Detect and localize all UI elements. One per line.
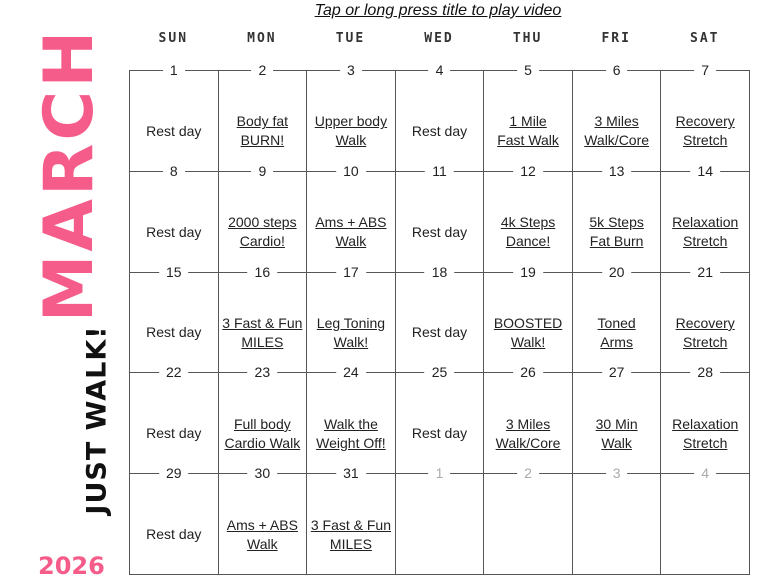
calendar-day-cell [396, 162, 485, 272]
calendar-day-cell [130, 62, 219, 171]
calendar-day-cell [396, 263, 485, 373]
day-number: 9 [251, 162, 273, 180]
calendar-day-cell [130, 465, 219, 574]
day-number: 10 [336, 162, 366, 180]
calendar-day-cell[interactable] [661, 364, 750, 473]
calendar-day-cell[interactable] [484, 364, 573, 473]
day-number: 22 [159, 363, 189, 381]
weekday-mon: MON [247, 31, 277, 46]
day-number: 5 [517, 61, 539, 79]
calendar-day-cell [396, 364, 485, 473]
calendar-day-cell [130, 364, 219, 473]
calendar-day-cell[interactable] [573, 62, 662, 171]
day-number: 3 [340, 61, 362, 79]
workout-video-link[interactable]: Ams + ABS Walk [315, 214, 387, 250]
calendar-day-cell[interactable] [307, 465, 396, 574]
workout-video-link[interactable]: Relaxation Stretch [672, 214, 739, 250]
calendar-day-cell[interactable] [484, 62, 573, 171]
rest-day-label: Rest day [146, 425, 202, 442]
day-number: 30 [248, 464, 278, 482]
day-number: 24 [336, 363, 366, 381]
rest-day-label: Rest day [411, 425, 468, 442]
calendar-day-cell[interactable] [484, 263, 573, 373]
weekday-thu: THU [512, 31, 543, 46]
day-number: 15 [159, 263, 189, 281]
weekday-fri: FRI [601, 31, 631, 46]
rest-day-label: Rest day [411, 324, 468, 341]
next-month-day-number: 4 [694, 464, 716, 482]
weekday-tue: TUE [335, 31, 366, 46]
day-number: 6 [606, 61, 628, 79]
rest-day-label: Rest day [146, 324, 202, 341]
month-title-text: MARCH [30, 27, 109, 323]
rest-day-label: Rest day [411, 122, 468, 139]
workout-video-link[interactable]: 4k Steps Dance! [500, 214, 556, 250]
calendar-day-cell[interactable] [661, 263, 750, 373]
calendar-day-cell[interactable] [219, 62, 308, 171]
day-number: 7 [694, 61, 716, 79]
weekday-sat: SAT [690, 31, 720, 46]
calendar-day-cell [130, 263, 219, 373]
calendar-day-cell[interactable] [484, 162, 573, 272]
day-number: 20 [602, 263, 632, 281]
day-number: 1 [163, 61, 185, 79]
calendar-day-cell[interactable] [307, 263, 396, 373]
day-number: 13 [602, 162, 632, 180]
workout-video-link[interactable]: 2000 steps Cardio! [228, 214, 297, 250]
workout-video-link[interactable]: Recovery Stretch [675, 314, 735, 350]
calendar-day-cell[interactable] [307, 62, 396, 171]
next-month-day-number: 3 [606, 464, 628, 482]
next-month-day-number: 2 [517, 464, 539, 482]
weekday-header-row [129, 31, 749, 47]
workout-video-link[interactable]: 1 Mile Fast Walk [497, 113, 559, 149]
workout-video-link[interactable]: Toned Arms [597, 314, 636, 350]
calendar-day-cell[interactable] [573, 263, 662, 373]
rest-day-label: Rest day [146, 122, 202, 139]
calendar-day-cell [396, 465, 485, 574]
workout-video-link[interactable]: Full body Cardio Walk [224, 415, 301, 451]
program-subtitle-text: JUST WALK! [81, 325, 113, 515]
year-label: 2026 [38, 552, 105, 580]
workout-video-link[interactable]: 3 Miles Walk/Core [495, 415, 561, 451]
calendar-day-cell[interactable] [307, 162, 396, 272]
play-video-instruction[interactable]: Tap or long press title to play video [314, 2, 562, 19]
day-number: 23 [248, 363, 278, 381]
calendar-day-cell [573, 465, 662, 574]
day-number: 17 [336, 263, 366, 281]
calendar-day-cell[interactable] [573, 364, 662, 473]
weekday-sun: SUN [158, 31, 189, 46]
workout-video-link[interactable]: Upper body Walk [314, 113, 388, 149]
day-number: 16 [248, 263, 278, 281]
workout-video-link[interactable]: 3 Miles Walk/Core [584, 113, 650, 149]
workout-video-link[interactable]: 30 Min Walk [595, 415, 638, 451]
calendar-grid [129, 62, 750, 575]
calendar-day-cell[interactable] [573, 162, 662, 272]
calendar-day-cell[interactable] [219, 465, 308, 574]
day-number: 25 [425, 363, 455, 381]
calendar-day-cell[interactable] [661, 162, 750, 272]
day-number: 21 [690, 263, 720, 281]
calendar-day-cell [661, 465, 750, 574]
workout-video-link[interactable]: Relaxation Stretch [672, 415, 739, 451]
calendar-day-cell [396, 62, 485, 171]
day-number: 27 [602, 363, 632, 381]
rest-day-label: Rest day [411, 223, 468, 240]
workout-video-link[interactable]: BOOSTED Walk! [493, 314, 563, 350]
day-number: 29 [159, 464, 189, 482]
day-number: 4 [429, 61, 451, 79]
day-number: 2 [251, 61, 273, 79]
workout-video-link[interactable]: Walk the Weight Off! [316, 415, 386, 451]
workout-video-link[interactable]: Body fat BURN! [236, 113, 289, 149]
day-number: 26 [513, 363, 543, 381]
rest-day-label: Rest day [146, 223, 202, 240]
day-number: 19 [513, 263, 543, 281]
calendar-day-cell[interactable] [219, 162, 308, 272]
next-month-day-number: 1 [429, 464, 451, 482]
workout-video-link[interactable]: 3 Fast & Fun MILES [310, 516, 391, 552]
workout-video-link[interactable]: Ams + ABS Walk [226, 516, 298, 552]
day-number: 11 [425, 162, 454, 180]
calendar-day-cell[interactable] [661, 62, 750, 171]
day-number: 28 [690, 363, 720, 381]
calendar-day-cell[interactable] [307, 364, 396, 473]
rest-day-label: Rest day [146, 526, 202, 543]
day-number: 12 [513, 162, 543, 180]
workout-video-link[interactable]: 5k Steps Fat Burn [589, 214, 644, 250]
day-number: 18 [425, 263, 455, 281]
workout-video-link[interactable]: Recovery Stretch [675, 113, 735, 149]
calendar-day-cell[interactable] [219, 263, 308, 373]
calendar-day-cell [130, 162, 219, 272]
workout-video-link[interactable]: Leg Toning Walk! [316, 314, 386, 350]
calendar-day-cell[interactable] [219, 364, 308, 473]
workout-video-link[interactable]: 3 Fast & Fun MILES [222, 314, 303, 350]
day-number: 8 [163, 162, 185, 180]
day-number: 14 [690, 162, 720, 180]
day-number: 31 [336, 464, 366, 482]
calendar-day-cell [484, 465, 573, 574]
weekday-wed: WED [424, 31, 454, 46]
